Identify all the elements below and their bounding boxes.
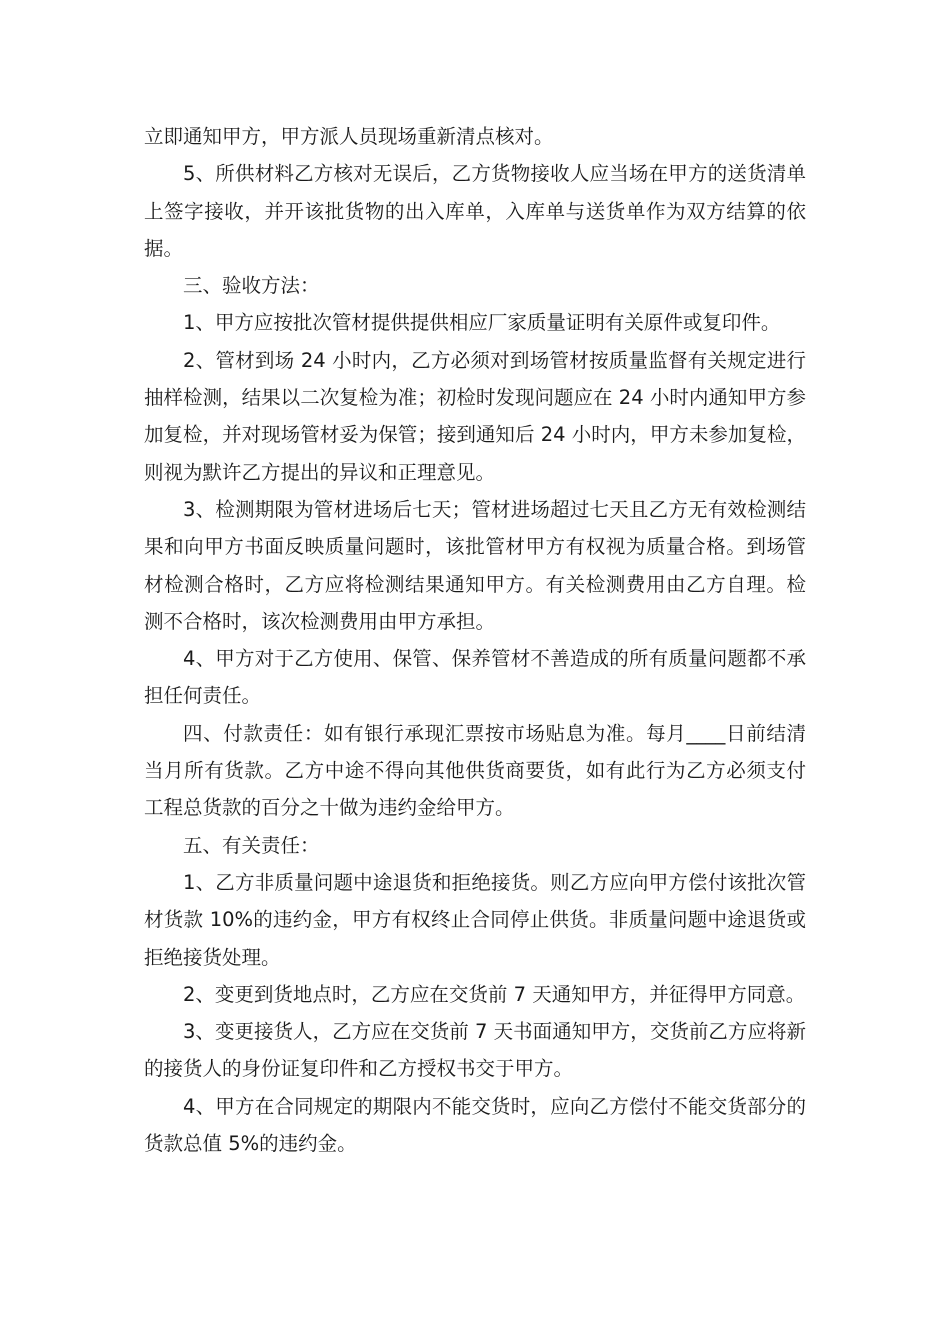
paragraph-3: 1、甲方应按批次管材提供提供相应厂家质量证明有关原件或复印件。 [183, 311, 781, 335]
paragraph-5: 3、检测期限为管材进场后七天；管材进场超过七天且乙方无有效检测结果和向甲方书面反映质量问题时，该批管材甲方有权视为质量合格。到场管材检测合格时，乙方应将检测结果通知甲方。有关检测费用由乙方自理。检测不合格时，该次检测费用由甲方承担。 [144, 497, 806, 633]
paragraph-4: 2、管材到场 24 小时内，乙方必须对到场管材按质量监督有关规定进行抽样检测，结果以二次复检为准；初检时发现问题应在 24 小时内通知甲方参加复检，并对现场管材妥为保管；接到通知后 24 小时内，甲方未参加复检，则视为默许乙方提出的异议和正理意见。 [144, 348, 806, 484]
section-heading-responsibility: 五、有关责任： [183, 833, 320, 857]
paragraph-9: 1、乙方非质量问题中途退货和拒绝接货。则乙方应向甲方偿付该批次管材货款 10%的违约金，甲方有权终止合同停止供货。非质量问题中途退货或拒绝接货处理。 [144, 870, 806, 969]
section-payment: 四、付款责任：如有银行承现汇票按市场贴息为准。每月____日前结清当月所有货款。乙方中途不得向其他供货商要货，如有此行为乙方必须支付工程总货款的百分之十做为违约金给甲方。 [144, 721, 806, 820]
paragraph-12: 4、甲方在合同规定的期限内不能交货时，应向乙方偿付不能交货部分的货款总值 5%的违约金。 [144, 1094, 806, 1156]
paragraph-10: 2、变更到货地点时，乙方应在交货前 7 天通知甲方，并征得甲方同意。 [183, 982, 806, 1006]
paragraph-11: 3、变更接货人，乙方应在交货前 7 天书面通知甲方，交货前乙方应将新的接货人的身份证复印件和乙方授权书交于甲方。 [144, 1020, 806, 1081]
document-page [144, 118, 806, 1162]
paragraph-6: 4、甲方对于乙方使用、保管、保养管材不善造成的所有质量问题都不承担任何责任。 [144, 647, 806, 708]
paragraph-0: 立即通知甲方，甲方派人员现场重新清点核对。 [144, 125, 554, 148]
paragraph-1: 5、所供材料乙方核对无误后，乙方货物接收人应当场在甲方的送货清单上签字接收，并开该批货物的出入库单，入库单与送货单作为双方结算的依据。 [144, 162, 806, 260]
section-heading-acceptance: 三、验收方法： [183, 274, 320, 298]
